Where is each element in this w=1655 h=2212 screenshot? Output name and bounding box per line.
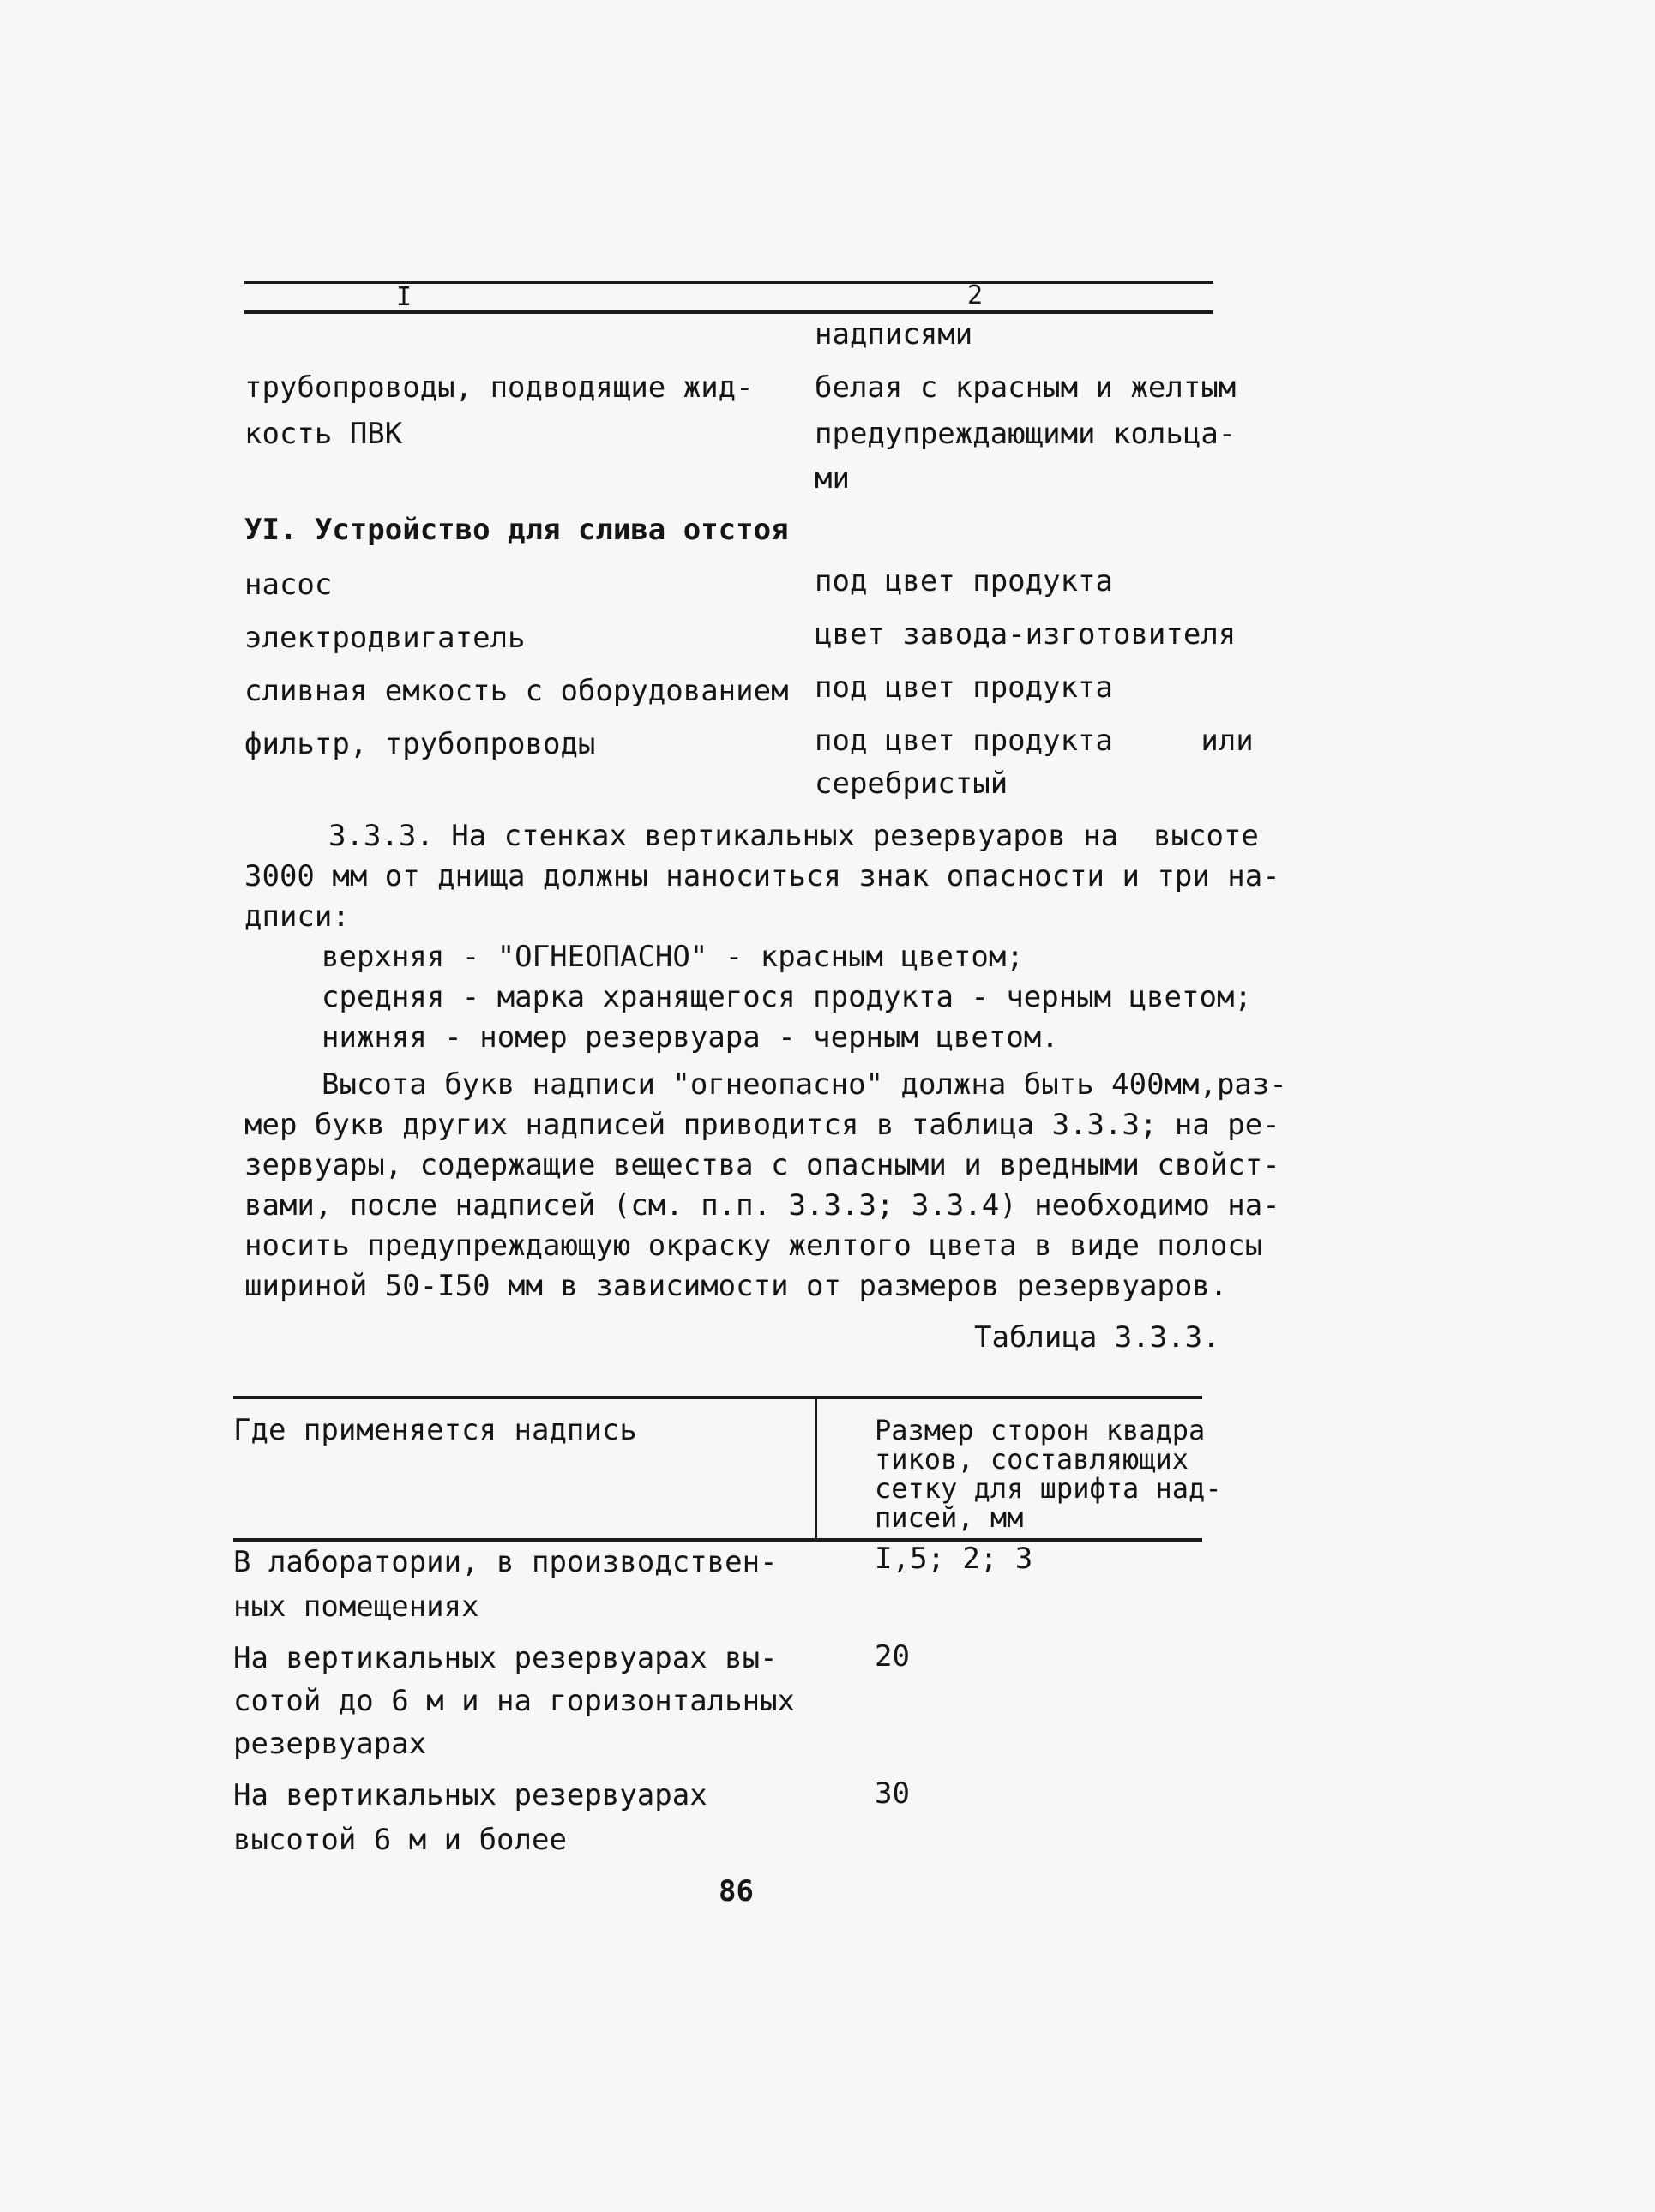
paragraph-letter-height: [244, 1065, 1287, 1307]
paragraph-height-line-1: Высота букв надписи "огнеопасно" должна быть 400мм,раз-: [322, 1067, 1287, 1102]
paragraph-333: [244, 816, 1280, 1058]
paragraph-height-line-6: шириной 50-I50 мм в зависимости от размеров резервуаров.: [244, 1269, 1228, 1303]
item-motor-right: цвет завода-изготовителя: [815, 617, 1237, 652]
paragraph-333-line-2: 3000 мм от днища должны наноситься знак опасности и три на-: [244, 859, 1280, 893]
row-pipelines-right-1: белая с красным и желтым: [815, 370, 1237, 405]
item-tank-right: под цвет продукта: [815, 670, 1113, 705]
paragraph-333-list-2: средняя - марка хранящегося продукта - черным цветом;: [322, 980, 1252, 1014]
top-table-rule-bottom: [244, 310, 1213, 314]
table-row-2-left-1: На вертикальных резервуарах вы-: [233, 1641, 778, 1675]
paragraph-height-line-2: мер букв других надписей приводится в таблица 3.3.3; на ре-: [244, 1108, 1280, 1142]
table-header-right-1: Размер сторон квадра: [875, 1414, 1206, 1446]
paragraph-333-list-1: верхняя - "ОГНЕОПАСНО" - красным цветом;: [322, 940, 1024, 974]
paragraph-333-line-1: 3.3.3. На стенках вертикальных резервуаров на высоте: [328, 819, 1259, 853]
table-row-1-left-1: В лаборатории, в производствен-: [233, 1545, 778, 1579]
item-pump-right: под цвет продукта: [815, 564, 1113, 598]
table-row-3-left-1: На вертикальных резервуарах: [233, 1778, 707, 1812]
table-rule-header: [233, 1538, 1202, 1542]
table-header-right-3: сетку для шрифта над-: [875, 1472, 1222, 1505]
table-header-left: Где применяется надпись: [233, 1413, 637, 1447]
table-row-2-left-2: сотой до 6 м и на горизонтальных: [233, 1684, 796, 1718]
row-pipelines-left-1: трубопроводы, подводящие жид-: [244, 370, 754, 405]
table-header-right-2: тиков, составляющих: [875, 1443, 1189, 1476]
item-pump-left: насос: [244, 568, 333, 602]
row-pipelines-right-2: предупреждающими кольца-: [815, 417, 1237, 451]
paragraph-height-line-5: носить предупреждающую окраску желтого цвета в виде полосы: [244, 1229, 1263, 1263]
column-number-1: I: [396, 282, 412, 312]
table-rule-top: [233, 1396, 1202, 1399]
table-row-2-right: 20: [875, 1639, 910, 1674]
column-number-2: 2: [967, 280, 984, 310]
item-filter-left: фильтр, трубопроводы: [244, 727, 596, 761]
paragraph-height-line-4: вами, после надписей (см. п.п. 3.3.3; 3.3.4) необходимо на-: [244, 1188, 1280, 1223]
paragraph-height-line-3: зервуары, содержащие вещества с опасными и вредными свойст-: [244, 1148, 1280, 1182]
row-pipelines-right-3: ми: [815, 461, 850, 496]
table-row-2-left-3: резервуарах: [233, 1727, 427, 1761]
paragraph-333-line-3: дписи:: [244, 899, 350, 934]
table-header-right-4: писей, мм: [875, 1501, 1024, 1534]
table-row-3-left-2: высотой 6 м и более: [233, 1823, 567, 1857]
table-row-3-right: 30: [875, 1776, 910, 1811]
item-tank-left: сливная емкость с оборудованием: [244, 674, 789, 708]
table-row-1-right: I,5; 2; 3: [875, 1542, 1033, 1576]
table-row-1-left-2: ных помещениях: [233, 1590, 479, 1624]
top-table-rule-top: [244, 281, 1213, 284]
item-motor-left: электродвигатель: [244, 621, 526, 655]
page-number: 86: [719, 1874, 754, 1908]
row-pipelines-left-2: кость ПВК: [244, 417, 403, 451]
section-title: УI. Устройство для слива отстоя: [244, 513, 789, 547]
continuation-text: надписями: [815, 317, 973, 352]
table-caption: Таблица 3.3.3.: [974, 1320, 1220, 1355]
item-filter-right-1: под цвет продукта или: [815, 724, 1254, 758]
table-column-divider: [815, 1398, 817, 1539]
paragraph-333-list-3: нижняя - номер резервуара - черным цветом.: [322, 1020, 1059, 1055]
item-filter-right-2: серебристый: [815, 766, 1008, 801]
